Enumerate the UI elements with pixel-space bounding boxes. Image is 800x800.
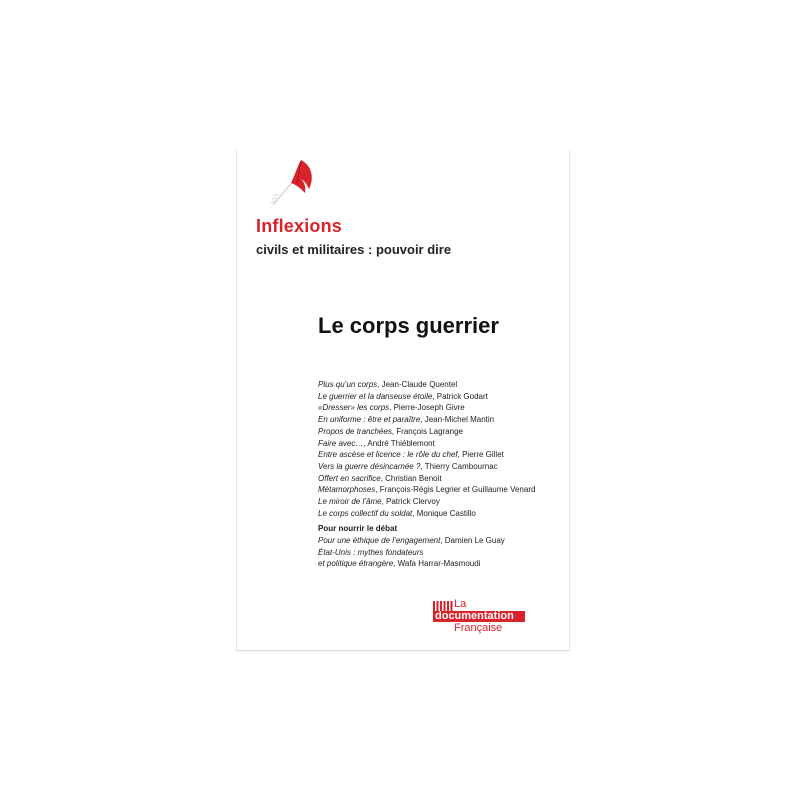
toc-entry-title: État-Unis : mythes fondateurs (318, 547, 424, 557)
toc-entry (318, 547, 558, 559)
toc-entry-author: , Patrick Clervoy (381, 497, 440, 507)
toc-entry-author: , Jean-Claude Quentel (377, 380, 458, 389)
toc-entry (318, 558, 558, 570)
toc-entry-title: Pour une éthique de l’engagement (318, 535, 441, 545)
toc-entry (318, 414, 558, 426)
toc-entry-title: Propos de tranchées (318, 426, 392, 436)
publisher-line-1: La (454, 598, 467, 610)
toc-entry-author: , Patrick Godart (432, 391, 488, 401)
toc-entry-author: , Christian Benoit (380, 473, 442, 483)
toc-entry-author: , François-Régis Legrier et Guillaume Venard (375, 485, 536, 495)
toc-entry-author: , André Thiéblemont (363, 438, 435, 448)
toc-entry (318, 535, 558, 547)
toc-entry-title: «Dresser» les corps (318, 403, 390, 413)
toc-entry-author: , Pierre Gillet (457, 450, 504, 460)
toc-entry (318, 438, 558, 450)
toc-entry (318, 426, 558, 438)
toc-entry-author: , Jean-Michel Mantin (420, 415, 495, 425)
toc-entry (318, 496, 558, 508)
toc-entry-title: Le miroir de l’âme (318, 497, 382, 507)
toc-entry-author: , Monique Castillo (412, 508, 476, 518)
journal-tagline: civils et militaires : pouvoir dire (256, 242, 452, 257)
toc-entry-title: En uniforme : être et paraître (318, 415, 421, 425)
toc-entry (318, 461, 558, 473)
toc-entry-title: Le corps collectif du soldat (318, 508, 413, 518)
toc-entry-title: Le guerrier et la danseuse étoile (318, 391, 433, 401)
toc-entry-author: , Pierre-Joseph Givre (389, 403, 465, 413)
journal-title: Inflexions (256, 216, 343, 236)
toc-entry (318, 484, 558, 496)
toc-entry-author: , Thierry Cambournac (420, 461, 498, 471)
quill-feather-icon (261, 155, 321, 215)
toc-entry (318, 391, 558, 403)
toc-entry-title: Vers la guerre désincarnée ? (318, 461, 421, 471)
table-of-contents (318, 379, 558, 570)
debate-heading: Pour nourrir le débat (318, 524, 398, 534)
publisher-line-2: documentation (435, 609, 514, 622)
toc-entry (318, 402, 558, 414)
toc-entry-author: , Damien Le Guay (440, 535, 505, 545)
toc-entry-title: Métamorphoses (318, 485, 376, 495)
toc-entry-title: et politique étrangère (318, 559, 394, 569)
toc-entry (318, 508, 558, 520)
toc-entry-author: , François Lagrange (391, 426, 463, 436)
toc-entry-title: Faire avec… (318, 438, 364, 448)
publisher-logo (433, 599, 533, 635)
publisher-line-3: Française (454, 622, 503, 634)
toc-entry-title: Offert en sacrifice (318, 473, 381, 483)
book-cover (236, 150, 570, 651)
toc-list (318, 379, 558, 519)
toc-entry (318, 473, 558, 485)
toc-entry (318, 449, 558, 461)
toc-entry-author: , Wafa Harrar-Masmoudi (393, 559, 481, 569)
debate-list (318, 535, 558, 570)
issue-title: Le corps guerrier (318, 313, 499, 338)
toc-entry-title: Plus qu’un corps (318, 380, 378, 389)
toc-entry (318, 379, 558, 391)
toc-entry-title: Entre ascèse et licence : le rôle du chef (318, 450, 458, 460)
